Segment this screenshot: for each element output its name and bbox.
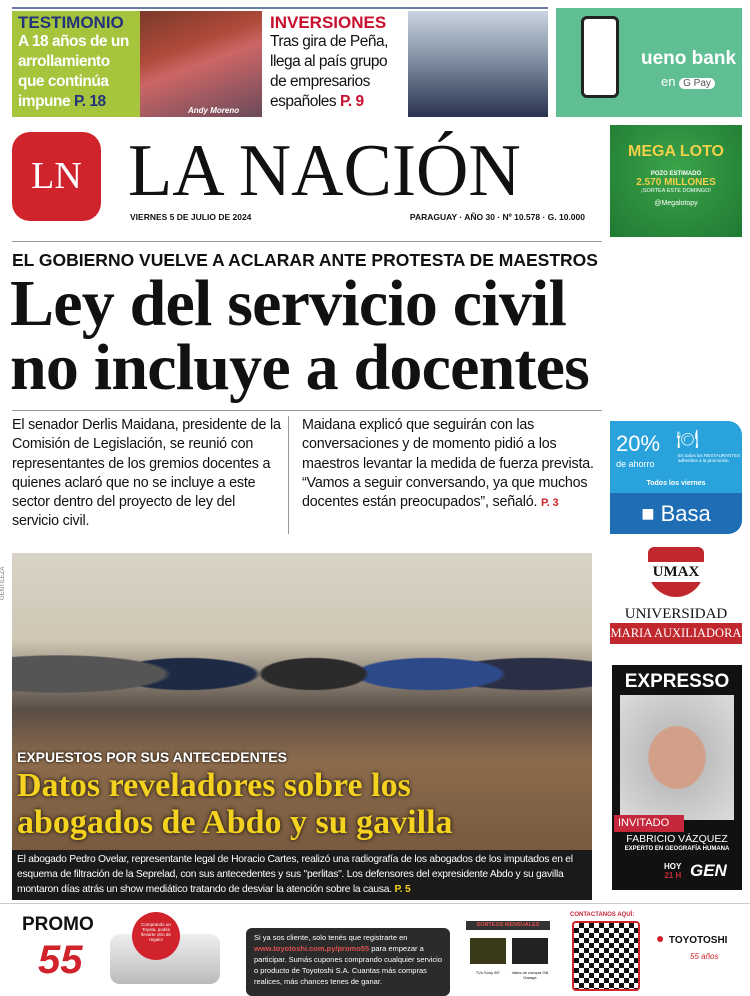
contact-label: CONTACTANOS AQUÍ: <box>570 912 635 918</box>
lead-col2: Maidana explicó que seguirán con las conversaciones y de momento pidió a los maestros levantar la medida de fuerza prevista. “Vamos a seguir conversando, ya que muchos docentes están preocupados”, señaló. P. 3 <box>302 417 594 511</box>
expresso-guest: FABRICIO VÁZQUEZ <box>626 833 728 845</box>
basa-day: Todos los viernes <box>646 480 706 487</box>
umax-badge: UMAX <box>648 547 704 597</box>
masthead-date: VIERNES 5 DE JULIO DE 2024 <box>130 212 252 222</box>
mega-social: @Megalotopy <box>654 200 698 207</box>
photo-story[interactable] <box>12 553 592 900</box>
ad-umax[interactable] <box>610 545 742 657</box>
expresso-role: EXPERTO EN GEOGRAFÍA HUMANA <box>624 846 730 852</box>
ad-expresso[interactable] <box>612 665 742 890</box>
promo-number: 55 <box>38 938 83 982</box>
teaser-photo-delegation <box>408 11 548 117</box>
masthead-title: LA NACIÓN <box>128 130 521 212</box>
headline-line: Datos reveladores sobre los <box>17 767 411 804</box>
toyotoshi-logo: ● TOYOTOSHI <box>656 930 728 946</box>
promo-label: PROMO <box>22 914 94 935</box>
guest-photo <box>620 695 734 820</box>
anniversary-mark: 55 años <box>690 952 719 961</box>
teaser-testimonio[interactable] <box>12 11 140 117</box>
ueno-brand: ueno bank <box>641 48 737 69</box>
masthead-edition: PARAGUAY · AÑO 30 · Nº 10.578 · G. 10.000 <box>409 212 585 222</box>
umax-line2: MARIA AUXILIADORA <box>610 623 742 644</box>
qr-code[interactable] <box>572 921 640 991</box>
teaser-kicker: INVERSIONES <box>270 13 387 32</box>
photo-credit: Andy Moreno <box>188 106 240 115</box>
teaser-text: A 18 años de un arrollamiento que continúa impune P. 18 <box>18 33 129 110</box>
mega-line2: ¡SORTEA ESTE DOMINGO! <box>641 188 711 194</box>
basa-brand-bar: ■ Basa <box>610 493 742 534</box>
tv-image <box>470 938 506 964</box>
mega-amount: 2.570 MILLONES <box>636 177 716 188</box>
teaser-kicker: TESTIMONIO <box>18 13 124 32</box>
gen-logo: GEN <box>690 861 727 880</box>
people-silhouettes <box>12 583 592 713</box>
ad-mega-loto[interactable] <box>610 125 742 237</box>
mega-line1: POZO ESTIMADO <box>650 171 702 177</box>
expresso-time: HOY 21 H <box>664 862 682 880</box>
basa-percent: 20% <box>616 431 661 456</box>
ad-ueno-bank[interactable] <box>556 8 742 117</box>
promo-bubble: Comprando un Toyota, podés llevarte otro de regalo! <box>132 912 180 960</box>
headline-line: abogados de Abdo y su gavilla <box>17 804 453 841</box>
story-kicker: EXPUESTOS POR SUS ANTECEDENTES <box>17 749 287 765</box>
teaser-strip <box>12 7 548 117</box>
promo-text-box: Si ya sos cliente, solo tenés que registrarte en www.toyotoshi.com.py/promo55 para empezar a participar. Sumás cupones comprando cualquier servicio o producto de Toyotoshi S.A. Cuantas más compras realices, más chances tenes de ganar. <box>246 928 450 996</box>
plate-icon: 🍽 <box>676 429 699 449</box>
ad-basa[interactable] <box>610 421 742 534</box>
mega-logo: MEGA LOTO <box>628 143 724 160</box>
ueno-gpay: en G Pay <box>661 74 715 92</box>
divider <box>12 410 602 411</box>
teaser-text: Tras gira de Peña, llega al país grupo de empresarios españoles P. 9 <box>270 33 388 110</box>
phone-image <box>581 16 619 98</box>
divider <box>12 241 602 242</box>
teaser-photo-athlete <box>140 11 262 117</box>
teaser-inversiones[interactable] <box>262 11 408 117</box>
expresso-tag: INVITADO <box>614 815 684 832</box>
lead-kicker: EL GOBIERNO VUELVE A ACLARAR ANTE PROTESTA DE MAESTROS <box>12 250 598 270</box>
basa-savings: de ahorro <box>616 459 655 469</box>
basa-detail: En todos los RESTAURANTES adheridos a la promoción <box>678 453 741 463</box>
headline-line: no incluye a docentes <box>10 331 590 404</box>
ad-toyotoshi[interactable] <box>0 903 750 994</box>
prize2: Vales de compra Gill Garage <box>511 970 549 980</box>
story-headline <box>17 767 453 841</box>
story-caption: El abogado Pedro Ovelar, representante legal de Horacio Cartes, realizó una radiografía de los abogados de los imputados en el esquema de filtración de la Seprelad, con sus antecedentes y sus "perlitas". Los defensores del expresidente Abdo y su gavilla montaron días atrás un show mediático tratando de desviar la atención sobre la causa. P. 5 <box>12 850 592 900</box>
lead-headline[interactable] <box>10 267 745 404</box>
lead-col1: El senador Derlis Maidana, presidente de la Comisión de Legislación, se reunió con representantes de los gremios docentes a quienes aclaró que no se incluye a este sector dentro del proyecto de ley del servicio civil. <box>12 417 281 530</box>
prize1: TVs Sony 85" <box>475 970 501 975</box>
col-divider <box>288 416 289 534</box>
ln-logo[interactable]: LN <box>12 132 101 221</box>
voucher-image <box>512 938 548 964</box>
umax-line1: UNIVERSIDAD <box>624 606 728 622</box>
expresso-title: EXPRESSO <box>624 671 730 692</box>
draws-label: SORTEOS MENSUALES <box>466 921 550 930</box>
headline-line: Ley del servicio civil <box>10 267 567 340</box>
photo-credit-vertical: GENTILEZA <box>0 566 6 600</box>
